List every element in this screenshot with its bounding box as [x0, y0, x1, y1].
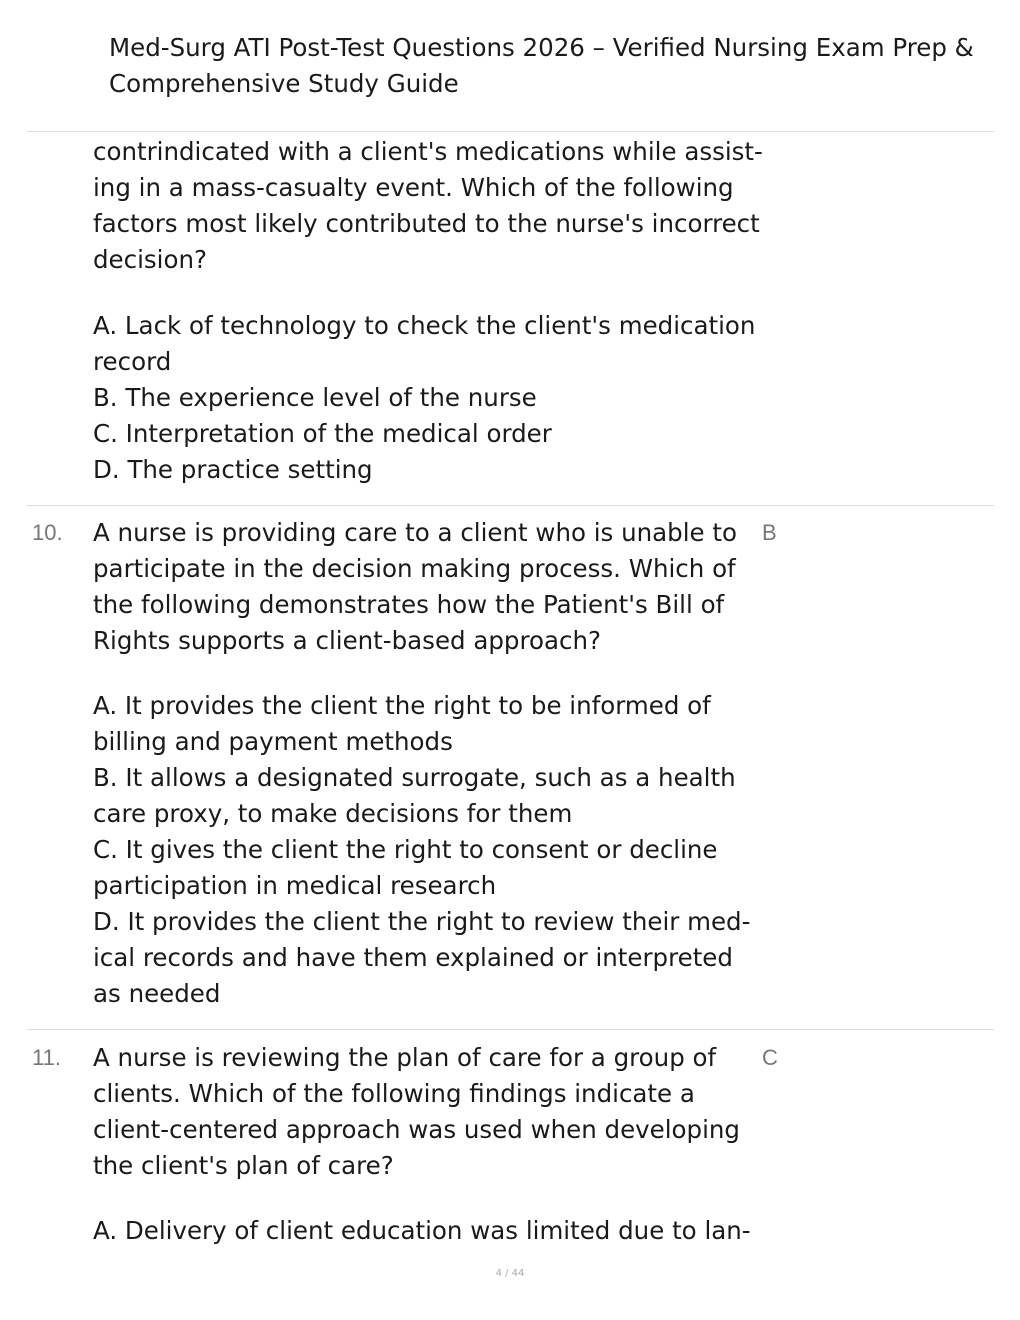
answer-options [93, 308, 768, 488]
answer-key: B [762, 520, 777, 545]
section-divider [27, 131, 994, 132]
option-d: D. The practice setting [93, 455, 373, 484]
option-c: C. It gives the client the right to consent or decline participation in medical research [93, 835, 718, 900]
question-text: A nurse is reviewing the plan of care for a group of clients. Which of the following findings indicate a client-centered approach was used when developing the client's plan of care? [93, 1043, 740, 1180]
section-divider [27, 505, 994, 506]
page-number: 4 / 44 [495, 1268, 525, 1279]
option-c: C. Interpretation of the medical order [93, 419, 552, 448]
option-a: A. Delivery of client education was limited due to lan- [93, 1216, 751, 1245]
option-a: A. Lack of technology to check the client's medication record [93, 311, 756, 376]
question-text: A nurse is providing care to a client who is unable to participate in the decision making process. Which of the following demonstrates how the Patient's Bill of Rights supports a client-based approach? [93, 518, 737, 655]
option-a: A. It provides the client the right to be informed of billing and payment methods [93, 691, 711, 756]
document-title: Med-Surg ATI Post-Test Questions 2026 – Verified Nursing Exam Prep & Comprehensive Study Guide [109, 33, 974, 98]
answer-options [93, 688, 768, 1012]
question-text-continued: contrindicated with a client's medications while assist-ing in a mass-casualty event. Which of the following factors most likely contributed to the nurse's incorrect decision? [93, 137, 763, 274]
question-number: 10. [32, 520, 63, 545]
answer-options [93, 1213, 768, 1249]
option-b: B. It allows a designated surrogate, such as a health care proxy, to make decisions for them [93, 763, 736, 828]
section-divider [27, 1029, 994, 1030]
option-d: D. It provides the client the right to review their med-ical records and have them explained or interpreted as needed [93, 907, 751, 1008]
answer-key: C [762, 1045, 778, 1070]
question-number: 11. [32, 1045, 61, 1070]
option-b: B. The experience level of the nurse [93, 383, 537, 412]
